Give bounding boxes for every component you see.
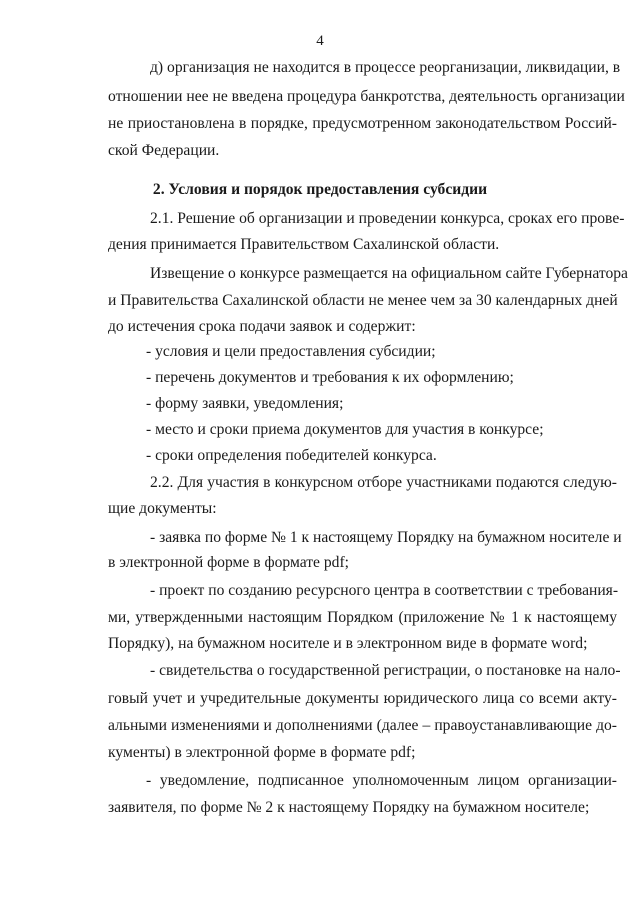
paragraph-line: дения принимается Правительством Сахалинской области. xyxy=(108,236,500,253)
list-item: - форму заявки, уведомления; xyxy=(146,395,344,412)
paragraph-line: Извещение о конкурсе размещается на официальном сайте Губернатора xyxy=(150,265,628,282)
paragraph-line: не приостановлена в порядке, предусмотренном законодательством Россий- xyxy=(108,115,617,132)
list-item: - уведомление, подписанное уполномоченным лицом организации- xyxy=(146,772,617,789)
paragraph-line: 2.1. Решение об организации и проведении конкурса, сроках его прове- xyxy=(150,210,625,227)
paragraph-line: до истечения срока подачи заявок и содержит: xyxy=(108,318,416,335)
paragraph-line: щие документы: xyxy=(108,500,217,517)
paragraph-line: заявителя, по форме № 2 к настоящему Порядку на бумажном носителе; xyxy=(108,799,590,816)
list-item: - место и сроки приема документов для участия в конкурсе; xyxy=(146,421,544,438)
list-item: - проект по созданию ресурсного центра в соответствии с требования- xyxy=(150,582,619,599)
paragraph-line: ми, утвержденными настоящим Порядком (приложение № 1 к настоящему xyxy=(108,609,617,626)
paragraph-line: в электронной форме в формате pdf; xyxy=(108,554,349,571)
list-item: - условия и цели предоставления субсидии; xyxy=(146,343,436,360)
page-number: 4 xyxy=(316,33,324,49)
list-item: - перечень документов и требования к их оформлению; xyxy=(146,369,514,386)
section-heading: 2. Условия и порядок предоставления субсидии xyxy=(152,181,488,198)
paragraph-line: ской Федерации. xyxy=(108,142,220,159)
list-item: - сроки определения победителей конкурса. xyxy=(146,447,437,464)
paragraph-line: кументы) в электронной форме в формате pdf; xyxy=(108,744,416,761)
list-item: - заявка по форме № 1 к настоящему Порядку на бумажном носителе и xyxy=(150,529,622,546)
paragraph-line: говый учет и учредительные документы юридического лица со всеми акту- xyxy=(108,690,617,707)
paragraph-line: отношении нее не введена процедура банкротства, деятельность организации xyxy=(108,88,625,105)
paragraph-line: 2.2. Для участия в конкурсном отборе участниками подаются следую- xyxy=(150,474,617,491)
list-item: - свидетельства о государственной регистрации, о постановке на нало- xyxy=(150,662,621,679)
paragraph-line: альными изменениями и дополнениями (далее – правоустанавливающие до- xyxy=(108,717,617,734)
paragraph-line: Порядку), на бумажном носителе и в электронном виде в формате word; xyxy=(108,635,588,652)
paragraph-line: и Правительства Сахалинской области не менее чем за 30 календарных дней xyxy=(108,292,618,309)
paragraph-line: д) организация не находится в процессе реорганизации, ликвидации, в xyxy=(150,59,621,76)
